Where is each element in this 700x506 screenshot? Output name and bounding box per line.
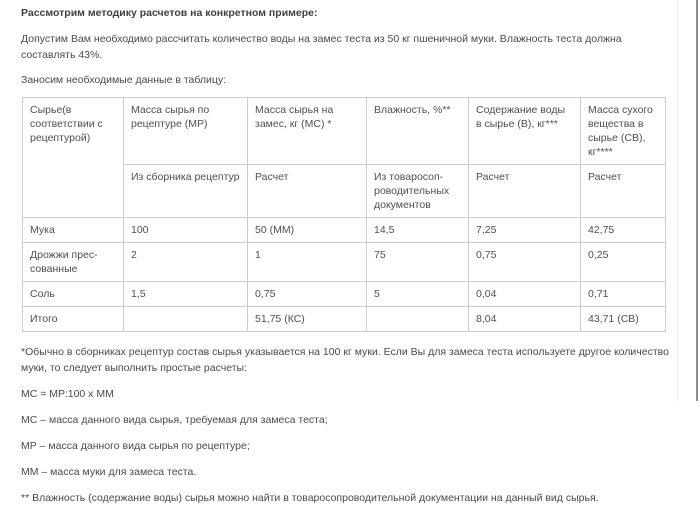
cell-salt-water: 0,04 <box>469 282 581 307</box>
cell-flour-water: 7,25 <box>469 218 581 243</box>
table-row-yeast <box>23 243 666 282</box>
table-header-row-1 <box>23 98 666 165</box>
subheader-cell-calc-3: Расчет <box>581 165 666 218</box>
header-cell-dry-matter: Масса сухого вещества в сырье (СВ), кг**** <box>581 98 666 165</box>
cell-flour-dry: 42,75 <box>581 218 666 243</box>
cell-salt-batch-mass: 0,75 <box>248 282 367 307</box>
cell-flour-batch-mass: 50 (ММ) <box>248 218 367 243</box>
subheader-cell-source-docs: Из товаросоп-роводительных документов <box>367 165 469 218</box>
subheader-cell-source-recipe: Из сборника рецептур <box>124 165 248 218</box>
cell-salt-recipe-mass: 1,5 <box>124 282 248 307</box>
table-row-total <box>23 307 666 332</box>
definition-mm: ММ – масса муки для замеса теста. <box>21 466 197 478</box>
definition-ms: МС – масса данного вида сырья, требуемая для замеса теста; <box>21 414 328 426</box>
cell-salt-dry: 0,71 <box>581 282 666 307</box>
cell-total-name: Итого <box>23 307 124 332</box>
content-right-divider <box>677 0 678 401</box>
cell-yeast-dry: 0,25 <box>581 243 666 282</box>
cell-flour-name: Мука <box>23 218 124 243</box>
formula-ms: МС = МР:100 х ММ <box>21 388 114 400</box>
header-cell-mass-batch: Масса сырья на замес, кг (МС) * <box>248 98 367 165</box>
cell-salt-moisture: 5 <box>367 282 469 307</box>
subheader-cell-calc-2: Расчет <box>469 165 581 218</box>
cell-yeast-moisture: 75 <box>367 243 469 282</box>
cell-yeast-recipe-mass: 2 <box>124 243 248 282</box>
subheader-cell-calc-1: Расчет <box>248 165 367 218</box>
cell-yeast-batch-mass: 1 <box>248 243 367 282</box>
header-cell-raw-material: Сырье(в соответствии с рецептурой) <box>23 98 124 218</box>
cell-total-batch-mass: 51,75 (КС) <box>248 307 367 332</box>
cell-total-recipe-mass <box>124 307 248 332</box>
cell-total-dry: 43,71 (СВ) <box>581 307 666 332</box>
cell-salt-name: Соль <box>23 282 124 307</box>
intro-paragraph-2: Заносим необходимые данные в таблицу: <box>21 74 227 86</box>
footnote-asterisk-1: *Обычно в сборниках рецептур состав сырья указывается на 100 кг муки. Если Вы для замеса теста используете другое количество муки, то следует выполнить простые расчеты: <box>21 346 669 374</box>
header-cell-moisture: Влажность, %** <box>367 98 469 165</box>
intro-paragraph-1: Допустим Вам необходимо рассчитать количество воды на замес теста из 50 кг пшеничной муки. Влажность теста должна составлять 43%. <box>21 33 622 61</box>
footnotes <box>21 344 677 506</box>
table-row-salt <box>23 282 666 307</box>
header-cell-water-content: Содержание воды в сырье (В), кг*** <box>469 98 581 165</box>
cell-total-water: 8,04 <box>469 307 581 332</box>
article-heading: Рассмотрим методику расчетов на конкретном примере: <box>21 7 318 19</box>
footnote-asterisk-2: ** Влажность (содержание воды) сырья можно найти в товаросопроводительной документации на данный вид сырья. <box>21 492 599 504</box>
cell-flour-moisture: 14,5 <box>367 218 469 243</box>
cell-total-moisture <box>367 307 469 332</box>
definition-mr: МР – масса данного вида сырья по рецептуре; <box>21 440 250 452</box>
header-cell-mass-recipe: Масса сырья по рецептуре (МР) <box>124 98 248 165</box>
window-right-edge <box>696 0 698 401</box>
cell-yeast-water: 0,75 <box>469 243 581 282</box>
cell-yeast-name: Дрожжи прес-сованные <box>23 243 124 282</box>
cell-flour-recipe-mass: 100 <box>124 218 248 243</box>
table-row-flour <box>23 218 666 243</box>
dough-calculation-table <box>22 97 666 332</box>
